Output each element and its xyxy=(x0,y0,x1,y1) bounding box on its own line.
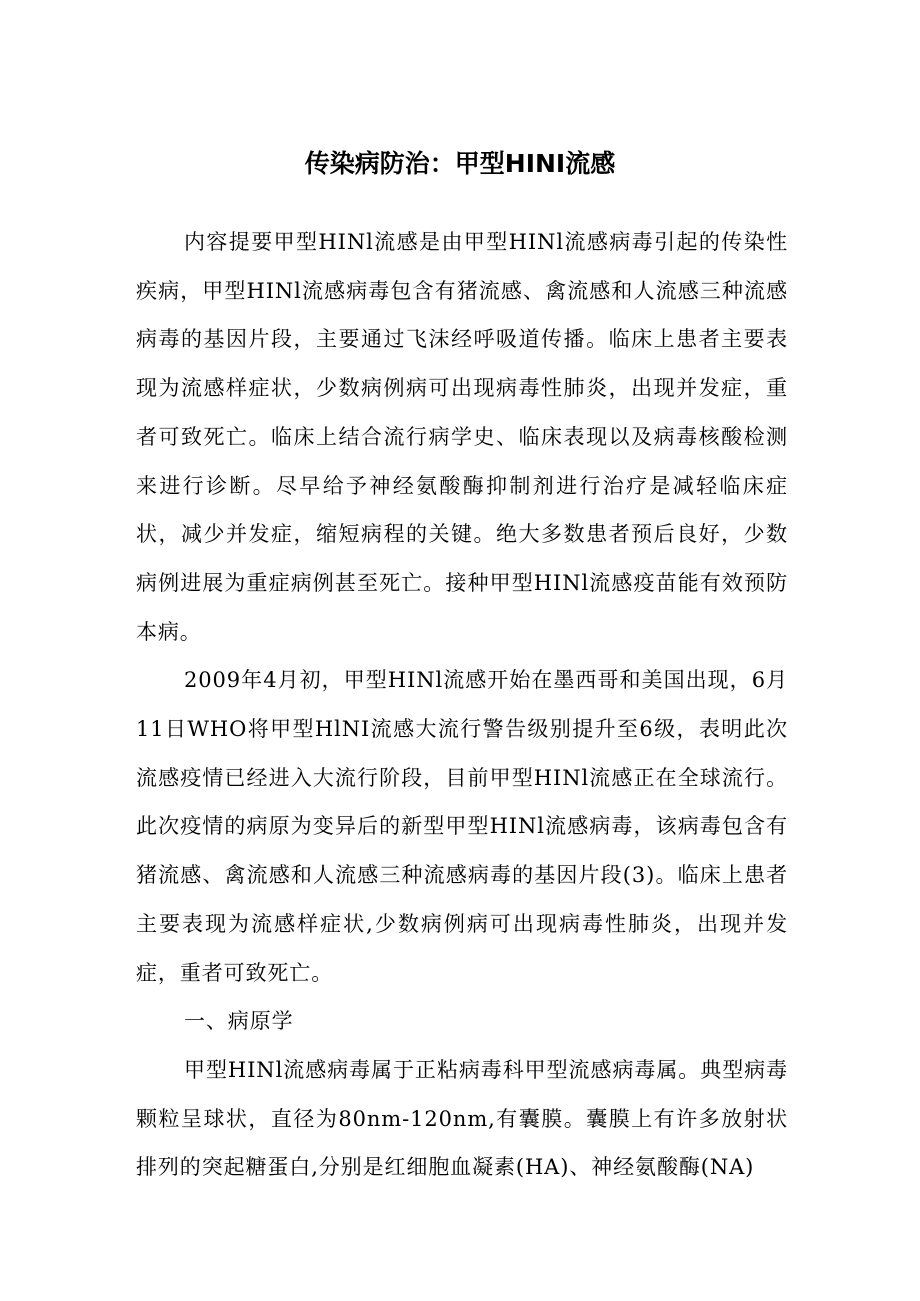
document-body xyxy=(136,218,788,1192)
document-title: 传染病防治：甲型HINI流感 xyxy=(304,149,616,178)
paragraph-background: 2009年4月初，甲型HINl流感开始在墨西哥和美国出现，6月11日WHO将甲型HlNI流感大流行警告级别提升至6级，表明此次流感疫情已经进入大流行阶段，目前甲型HINl流感正在全球流行。此次疫情的病原为变异后的新型甲型HINl流感病毒，该病毒包含有猪流感、禽流感和人流感三种流感病毒的基因片段(3)。临床上患者主要表现为流感样症状,少数病例病可出现病毒性肺炎，出现并发症，重者可致死亡。 xyxy=(136,668,788,985)
section-heading-etiology: 一、病原学 xyxy=(184,1009,294,1034)
paragraph-abstract: 内容提要甲型HINl流感是由甲型HINl流感病毒引起的传染性疾病，甲型HINl流感病毒包含有猪流感、禽流感和人流感三种流感病毒的基因片段，主要通过飞沫经呼吸道传播。临床上患者主要表现为流感样症状，少数病例病可出现病毒性肺炎，出现并发症，重者可致死亡。临床上结合流行病学史、临床表现以及病毒核酸检测来进行诊断。尽早给予神经氨酸酶抑制剂进行治疗是减轻临床症状，减少并发症，缩短病程的关键。绝大多数患者预后良好，少数病例进展为重症病例甚至死亡。接种甲型HINl流感疫苗能有效预防本病。 xyxy=(136,230,788,644)
paragraph-etiology: 甲型HINl流感病毒属于正粘病毒科甲型流感病毒属。典型病毒颗粒呈球状，直径为80nm-120nm,有囊膜。囊膜上有许多放射状排列的突起糖蛋白,分别是红细胞血凝素(HA)、神经氨酸酶(NA) xyxy=(136,1057,788,1180)
